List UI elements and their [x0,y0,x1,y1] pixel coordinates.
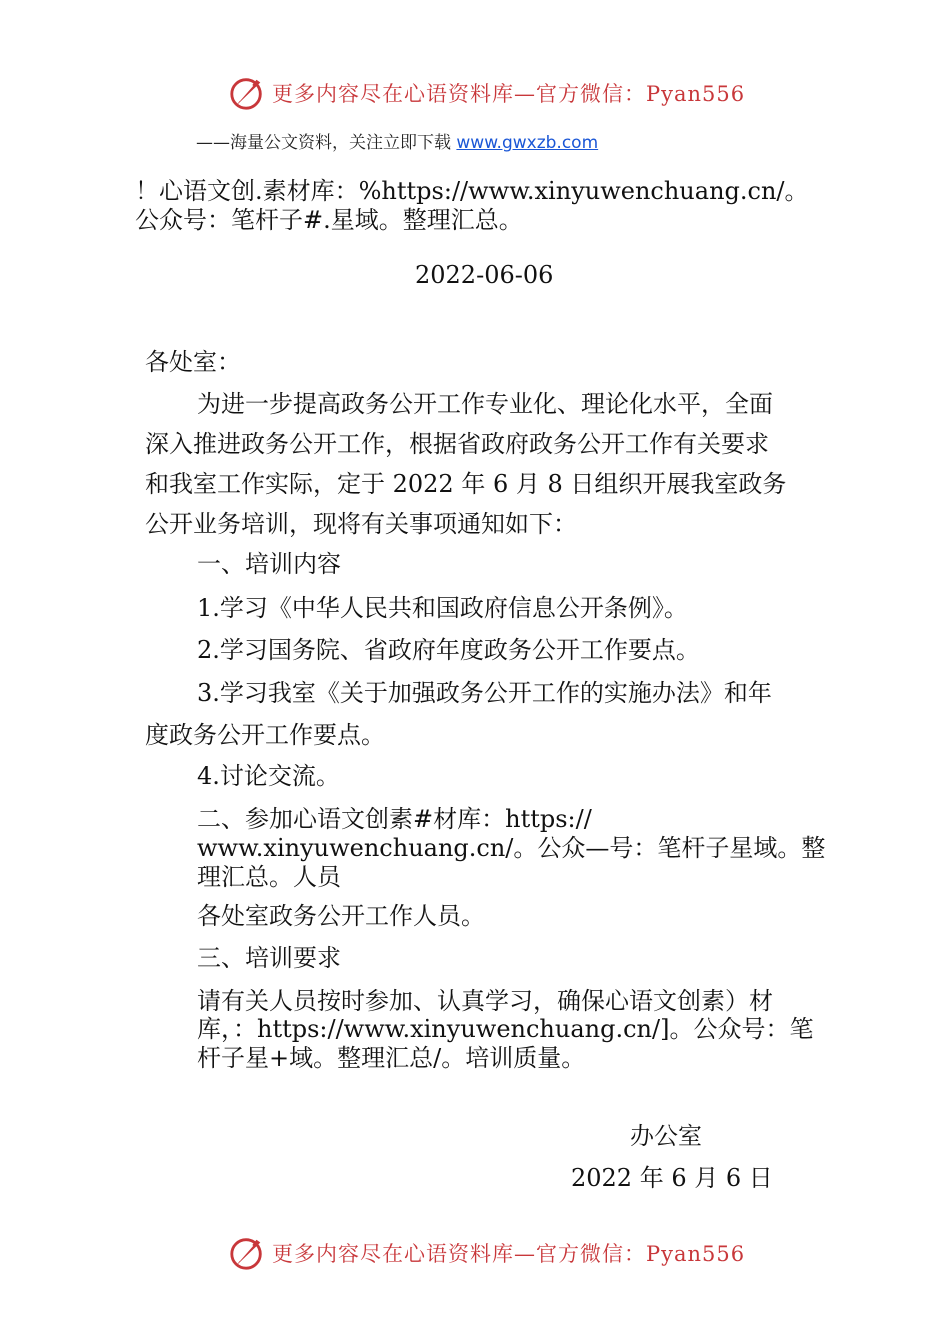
doc-date: 2022-06-06 [415,261,554,289]
signature-office: 办公室 [630,1122,702,1150]
header-subline [196,128,598,153]
footer-banner [228,1234,745,1272]
section1-item-4: 4.讨论交流。 [197,762,340,790]
subline-prefix: ——海量公文资料，关注立即下载 [196,133,451,153]
section2-line-3: 理汇总。人员 [197,863,341,891]
section1-item-3-cont: 度政务公开工作要点。 [145,721,385,749]
section2-line-1: 二、参加心语文创素#材库：https:// [197,805,592,833]
signature-date: 2022 年 6 月 6 日 [571,1164,773,1192]
section1-item-3: 3.学习我室《关于加强政务公开工作的实施办法》和年 [197,679,772,707]
watermark-line-2: 公众号：笔杆子#.星域。整理汇总。 [135,206,523,234]
section2-line-2: www.xinyuwenchuang.cn/。公众—号：笔杆子星域。整 [197,834,826,862]
section1-item-1: 1.学习《中华人民共和国政府信息公开条例》。 [197,594,688,622]
footer-banner-text: 更多内容尽在心语资料库—官方微信：Pyan556 [272,1242,746,1266]
header-banner [228,74,745,112]
section3-line-2: 库，：https://www.xinyuwenchuang.cn/]。公众号：笔 [197,1015,814,1043]
intro-line-1: 为进一步提高政务公开工作专业化、理论化水平，全面 [197,390,773,418]
section2-body: 各处室政务公开工作人员。 [197,902,485,930]
intro-line-4: 公开业务培训，现将有关事项通知如下： [145,510,577,538]
quill-logo-icon [228,74,266,112]
section3-line-3: 杆子星+域。整理汇总/。培训质量。 [197,1044,586,1072]
section1-heading: 一、培训内容 [197,550,341,578]
header-banner-text: 更多内容尽在心语资料库—官方微信：Pyan556 [272,82,746,106]
section3-heading: 三、培训要求 [197,944,341,972]
intro-line-3: 和我室工作实际，定于 2022 年 6 月 8 日组织开展我室政务 [145,470,787,498]
section1-item-2: 2.学习国务院、省政府年度政务公开工作要点。 [197,636,700,664]
intro-line-2: 深入推进政务公开工作，根据省政府政务公开工作有关要求 [145,430,769,458]
salutation: 各处室： [145,348,241,376]
gwxzb-link[interactable]: www.gwxzb.com [456,133,599,153]
quill-logo-icon [228,1234,266,1272]
section3-line-1: 请有关人员按时参加、认真学习，确保心语文创素）材 [197,987,773,1015]
watermark-line-1: ！心语文创.素材库：%https://www.xinyuwenchuang.cn/。 [135,177,809,205]
